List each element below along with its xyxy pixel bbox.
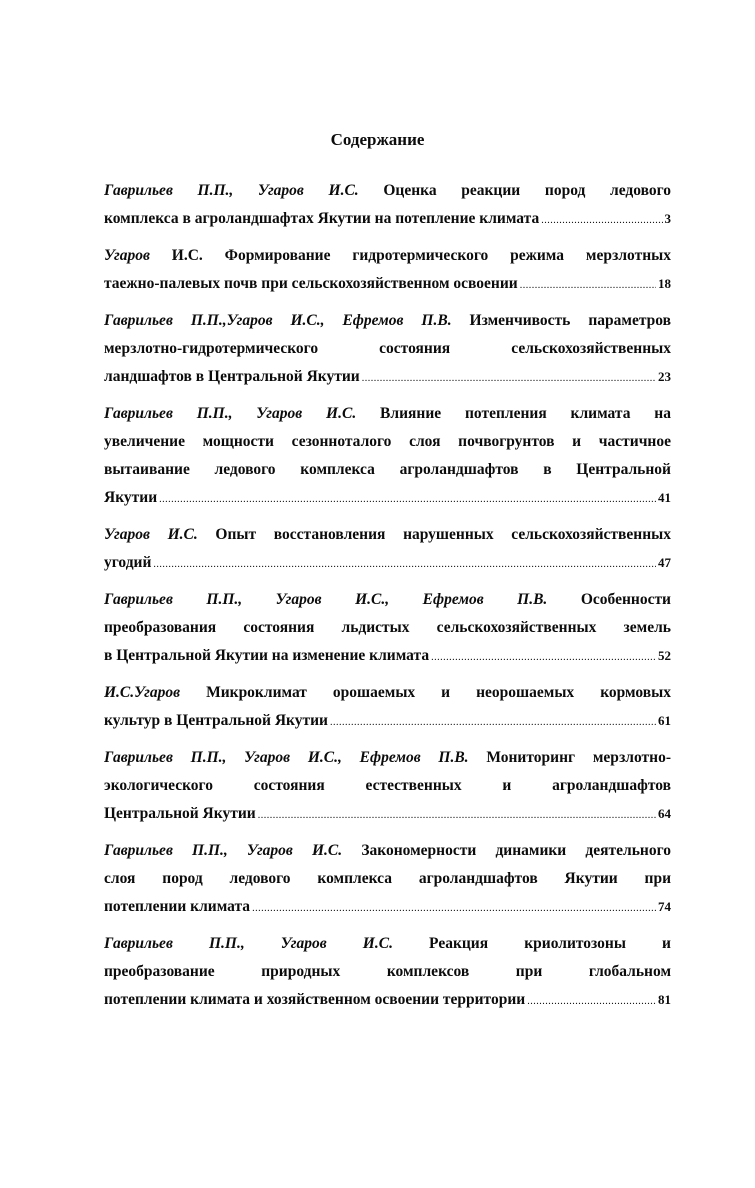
toc-entry-title-end: таежно-палевых почв при сельскохозяйственном освоении xyxy=(104,275,518,292)
toc-entry-authors: Угаров xyxy=(104,247,150,264)
toc-entry-first-line xyxy=(104,744,671,772)
toc-entry-page-number: 61 xyxy=(658,713,671,728)
toc-entry-last-line xyxy=(104,270,671,298)
toc-entry-first-line xyxy=(104,177,671,205)
toc-entry-title-start: Микроклимат орошаемых и неорошаемых кормовых xyxy=(180,684,671,701)
toc-entry-authors: Гаврильев П.П., Угаров И.С. xyxy=(104,935,393,952)
toc-entry-page-number: 41 xyxy=(658,490,671,505)
dot-leader xyxy=(258,802,656,828)
toc-entry-last-line xyxy=(104,363,671,391)
toc-entry-page-number: 3 xyxy=(664,211,671,226)
toc-entry-page-number: 64 xyxy=(658,806,671,821)
toc-entry-title-end: потеплении климата xyxy=(104,898,251,915)
toc-entry-first-line xyxy=(104,679,671,707)
toc-entry[interactable] xyxy=(104,177,671,233)
toc-entry-authors: Гаврильев П.П., Угаров И.С. xyxy=(104,842,343,859)
toc-entry-authors: Гаврильев П.П., Угаров И.С. xyxy=(104,405,357,422)
dot-leader xyxy=(520,272,656,298)
toc-entry-authors: Гаврильев П.П., Угаров И.С., Ефремов П.В. xyxy=(104,749,469,766)
toc-entry-page-number: 18 xyxy=(658,276,671,291)
toc-entry-middle-line: преобразование природных комплексов при глобальном xyxy=(104,963,671,980)
toc-entry-middle-line: слоя пород ледового комплекса агроландшафтов Якутии при xyxy=(104,870,671,887)
toc-entry-first-line xyxy=(104,521,671,549)
toc-entry[interactable] xyxy=(104,930,671,1014)
toc-entry-middle-line: вытаивание ледового комплекса агроландшафтов в Центральной xyxy=(104,461,671,478)
toc-entry-title-start: Реакция криолитозоны и xyxy=(392,935,671,952)
toc-entry-first-line xyxy=(104,586,671,614)
toc-entry-middle-line: увеличение мощности сезонноталого слоя почвогрунтов и частичное xyxy=(104,433,671,450)
table-of-contents xyxy=(104,177,671,1023)
toc-entry-page-number: 47 xyxy=(658,555,671,570)
toc-entry-last-line xyxy=(104,707,671,735)
toc-entry-title-start: Оценка реакции пород ледового xyxy=(358,182,671,199)
toc-entry-title-end: Якутии xyxy=(104,489,158,506)
toc-entry[interactable] xyxy=(104,307,671,391)
toc-entry-title-end: культур в Центральной Якутии xyxy=(104,712,328,729)
page-title: Содержание xyxy=(330,130,425,149)
dot-leader xyxy=(541,207,662,233)
toc-entry-last-line xyxy=(104,549,671,577)
toc-entry-last-line xyxy=(104,642,671,670)
toc-entry-last-line xyxy=(104,893,671,921)
toc-entry-title-end: ландшафтов в Центральной Якутии xyxy=(104,368,360,385)
toc-entry-last-line xyxy=(104,986,671,1014)
toc-entry-title-start: Влияние потепления климата на xyxy=(356,405,671,422)
toc-entry-last-line xyxy=(104,205,671,233)
toc-entry-authors: И.С.Угаров xyxy=(104,684,181,701)
toc-entry-title-start: Изменчивость параметров xyxy=(451,312,671,329)
toc-entry-first-line xyxy=(104,242,671,270)
dot-leader xyxy=(252,895,656,921)
toc-entry-authors: Гаврильев П.П., Угаров И.С. xyxy=(104,182,359,199)
dot-leader xyxy=(159,486,656,512)
toc-entry-middle-line: преобразования состояния льдистых сельскохозяйственных земель xyxy=(104,619,671,636)
toc-entry-authors: Гаврильев П.П., Угаров И.С., Ефремов П.В. xyxy=(104,591,548,608)
toc-entry-title-start: И.С. Формирование гидротермического режима мерзлотных xyxy=(149,247,671,264)
toc-entry-page-number: 52 xyxy=(658,648,671,663)
toc-entry-middle-line: экологического состояния естественных и агроландшафтов xyxy=(104,777,671,794)
toc-entry-title-start: Закономерности динамики деятельного xyxy=(342,842,671,859)
toc-entry-title-end: в Центральной Якутии на изменение климата xyxy=(104,647,430,664)
toc-entry-title-end: угодий xyxy=(104,554,152,571)
toc-entry-page-number: 74 xyxy=(658,899,671,914)
toc-entry-first-line xyxy=(104,837,671,865)
toc-entry-first-line xyxy=(104,930,671,958)
toc-entry-authors: Гаврильев П.П.,Угаров И.С., Ефремов П.В. xyxy=(104,312,452,329)
toc-entry[interactable] xyxy=(104,242,671,298)
dot-leader xyxy=(153,551,656,577)
toc-entry[interactable] xyxy=(104,586,671,670)
toc-entry-last-line xyxy=(104,800,671,828)
toc-entry[interactable] xyxy=(104,744,671,828)
toc-entry-authors: Угаров И.С. xyxy=(104,526,198,543)
toc-entry[interactable] xyxy=(104,400,671,512)
toc-entry[interactable] xyxy=(104,521,671,577)
toc-entry-title-end: Центральной Якутии xyxy=(104,805,256,822)
toc-entry-page-number: 81 xyxy=(658,992,671,1007)
toc-entry-title-end: потеплении климата и хозяйственном освоении территории xyxy=(104,991,526,1008)
toc-entry-page-number: 23 xyxy=(658,369,671,384)
toc-entry[interactable] xyxy=(104,837,671,921)
dot-leader xyxy=(431,644,656,670)
toc-entry-first-line xyxy=(104,400,671,428)
toc-entry-title-start: Опыт восстановления нарушенных сельскохозяйственных xyxy=(197,526,671,543)
toc-entry-last-line xyxy=(104,484,671,512)
toc-entry-title-end: комплекса в агроландшафтах Якутии на потепление климата xyxy=(104,210,540,227)
dot-leader xyxy=(330,709,656,735)
dot-leader xyxy=(527,988,656,1014)
toc-entry-title-start: Особенности xyxy=(547,591,671,608)
dot-leader xyxy=(362,365,656,391)
toc-entry[interactable] xyxy=(104,679,671,735)
toc-entry-first-line xyxy=(104,307,671,335)
toc-entry-title-start: Мониторинг мерзлотно- xyxy=(468,749,671,766)
toc-entry-middle-line: мерзлотно-гидротермического состояния сельскохозяйственных xyxy=(104,340,671,357)
